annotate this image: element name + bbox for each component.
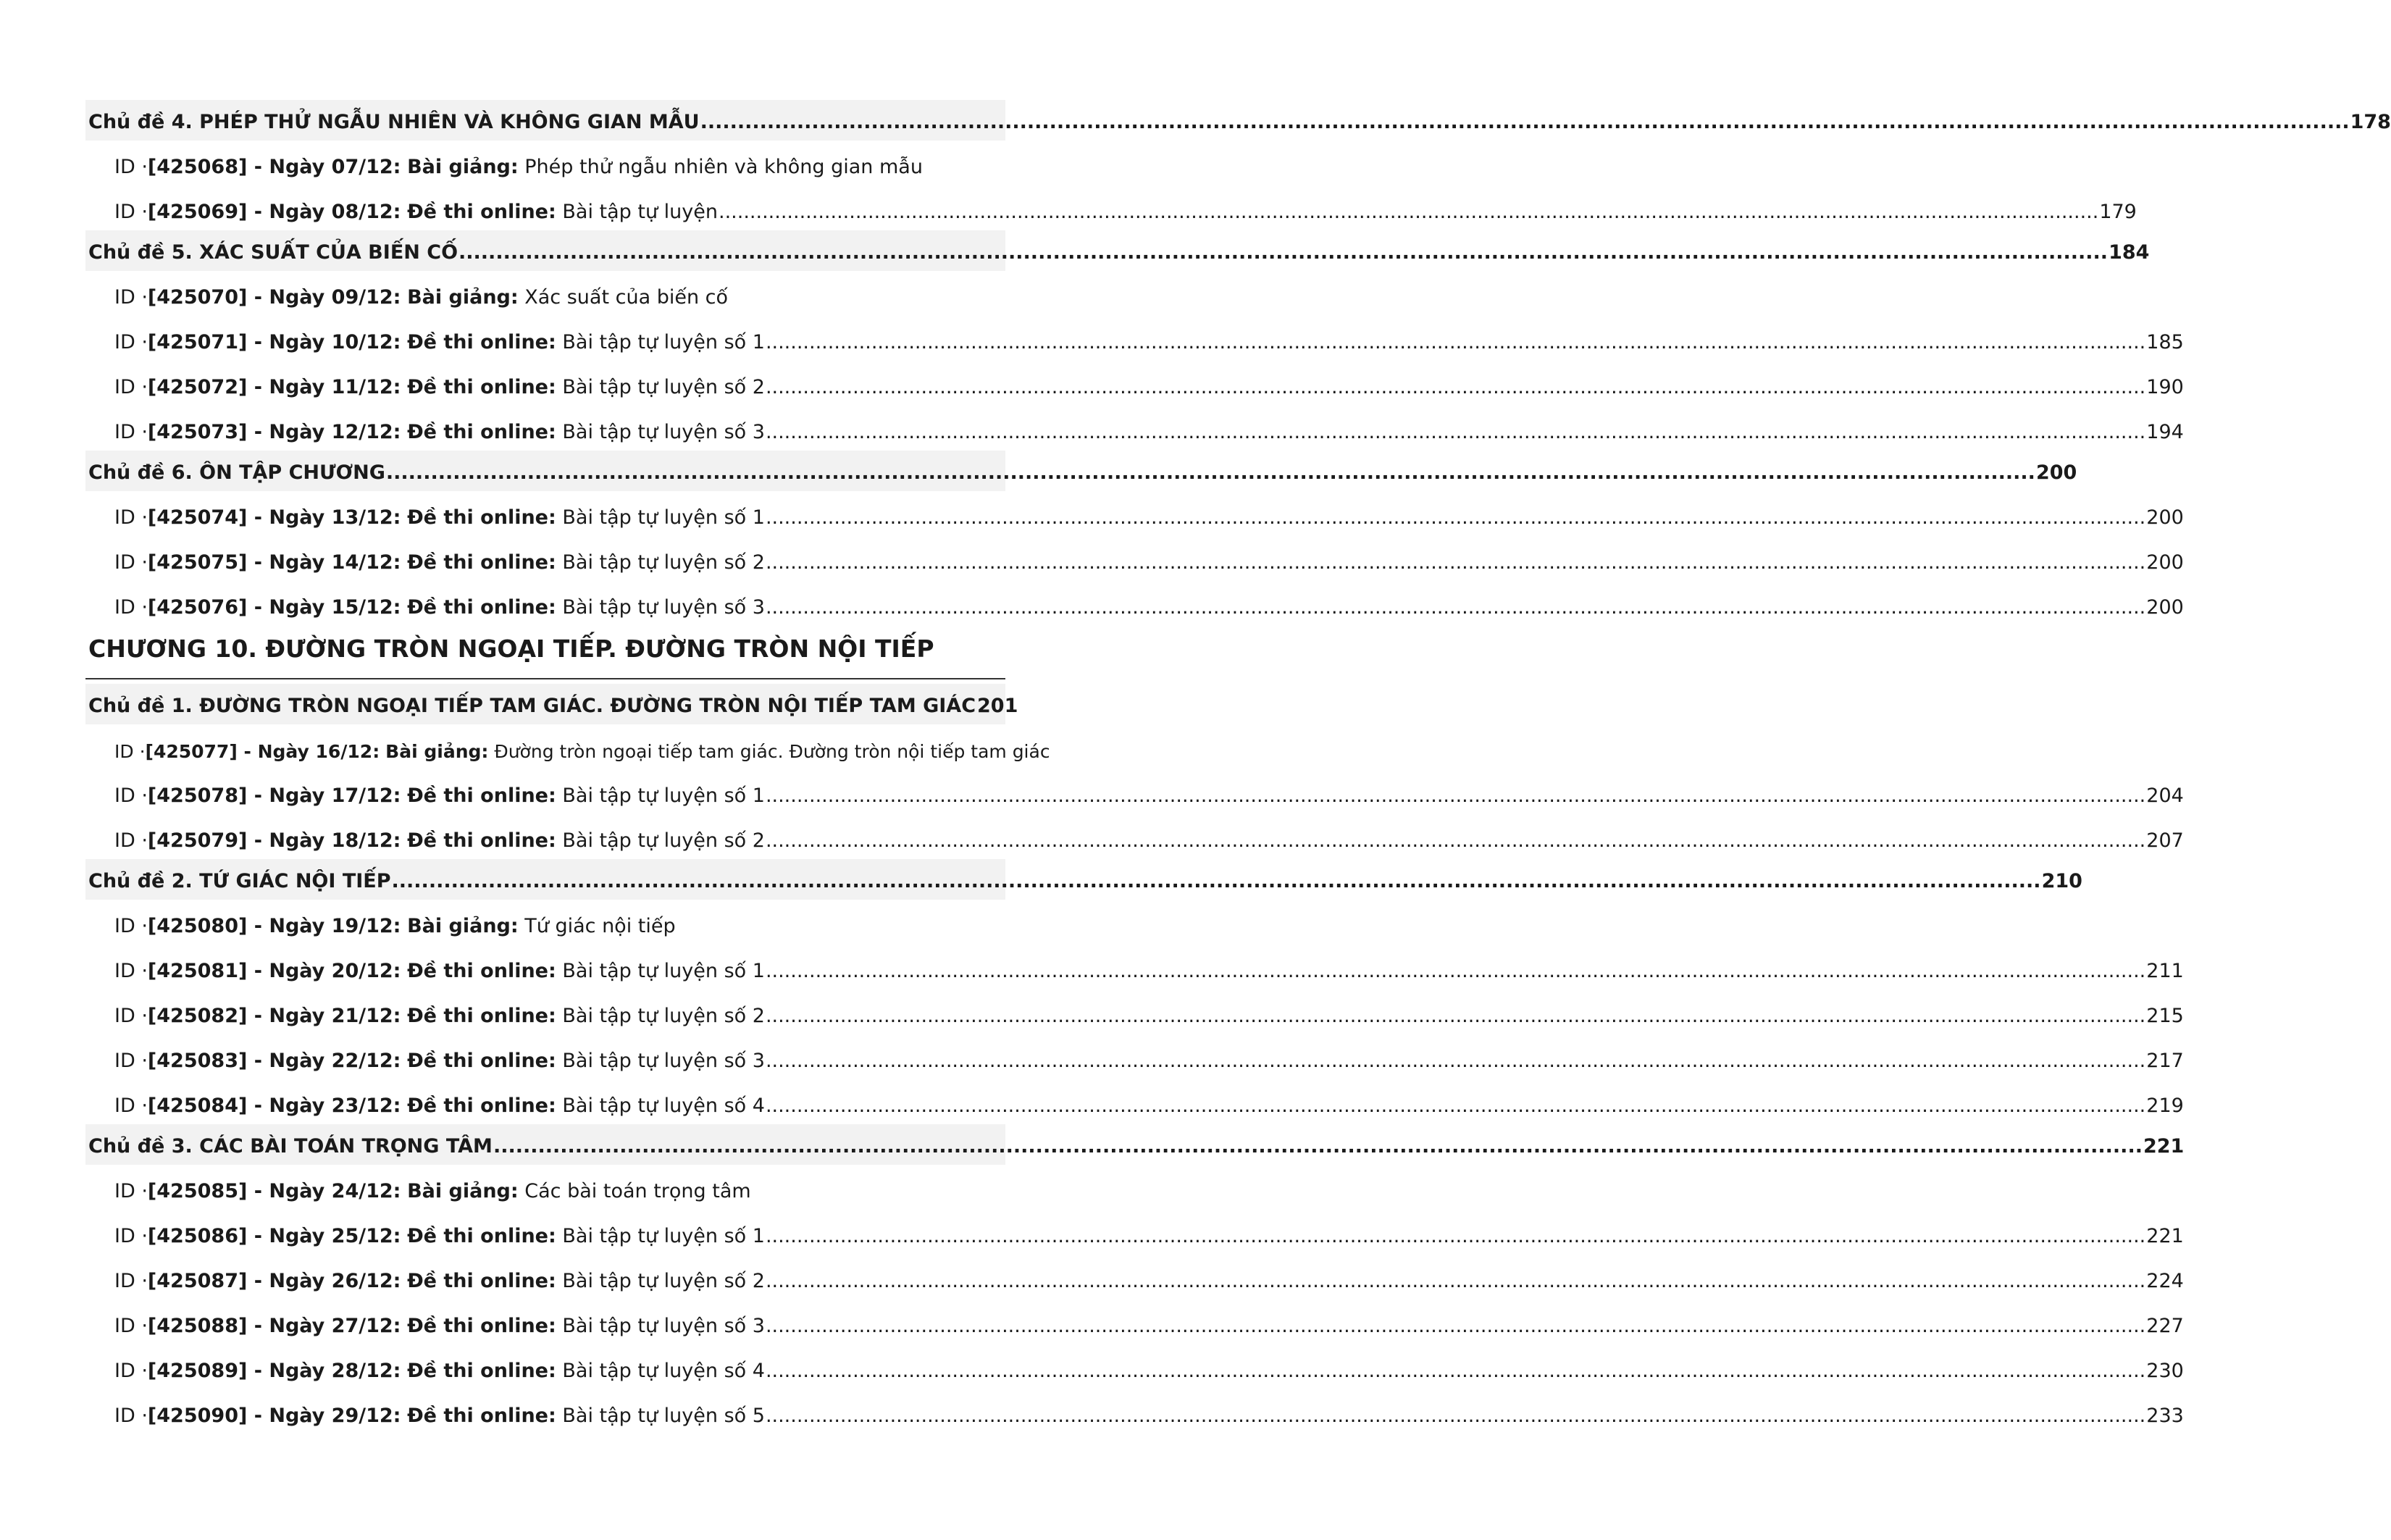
id-prefix: ID · [114,331,148,353]
toc-lesson-row[interactable] [85,724,1050,769]
topic-title: Chủ đề 1. ĐƯỜNG TRÒN NGOẠI TIẾP TAM GIÁC. ĐƯỜNG TRÒN NỘI TIẾP TAM GIÁC [88,695,976,717]
id-prefix: ID · [114,915,148,937]
space [401,916,407,936]
toc-lesson-row[interactable] [85,581,2184,626]
lesson-kind: Đề thi online: [407,829,556,852]
page-number: 204 [2146,784,2184,807]
lesson-kind: Đề thi online: [407,1225,556,1247]
lesson-title: Phép thử ngẫu nhiên và không gian mẫu [524,156,923,178]
toc-lesson-row[interactable] [85,814,2184,859]
lesson-title: Bài tập tự luyện số 1 [562,784,765,807]
space [556,202,563,222]
page-number: 207 [2146,829,2184,852]
space [401,1271,407,1291]
toc-topic-row[interactable] [85,230,2150,271]
lesson-date: Ngày 16/12: [257,741,380,762]
id-prefix: ID · [114,1225,148,1247]
lesson-id: [425086] [147,1225,248,1247]
space [401,598,407,617]
id-prefix: ID · [114,286,148,309]
space [401,553,407,572]
separator: - [247,1315,269,1337]
toc-lesson-row[interactable] [85,1344,2184,1389]
lesson-title: Bài tập tự luyện số 2 [562,376,765,398]
dot-leader [458,243,2108,262]
separator: - [247,1005,269,1027]
page-number: 215 [2146,1005,2184,1027]
separator: - [247,1405,269,1427]
space [401,1051,407,1071]
space [556,508,563,527]
lesson-kind: Đề thi online: [407,1005,556,1027]
lesson-title: Bài tập tự luyện số 3 [562,596,765,619]
lesson-title: Đường tròn ngoại tiếp tam giác. Đường tròn nội tiếp tam giác [494,741,1050,762]
toc-lesson-row[interactable] [85,989,2184,1034]
page-number: 200 [2146,596,2184,619]
page-number: 227 [2146,1315,2184,1337]
lesson-id: [425089] [147,1360,248,1382]
space [556,1271,563,1291]
lesson-date: Ngày 07/12: [269,156,401,178]
lesson-date: Ngày 13/12: [269,506,401,529]
separator: - [247,829,269,852]
lesson-date: Ngày 27/12: [269,1315,401,1337]
lesson-id: [425081] [147,960,248,982]
toc-lesson-row[interactable] [85,406,2184,451]
dot-leader [766,831,2145,850]
space [401,831,407,850]
space [519,288,525,307]
lesson-kind: Bài giảng: [407,286,519,309]
space [556,1361,563,1381]
separator: - [247,421,269,443]
lesson-date: Ngày 29/12: [269,1405,401,1427]
lesson-kind: Bài giảng: [407,156,519,178]
toc-lesson-row[interactable] [85,491,2184,536]
lesson-title: Các bài toán trọng tâm [524,1180,751,1202]
toc-lesson-row[interactable] [85,900,1005,945]
id-prefix: ID · [114,596,148,619]
dot-leader [766,1006,2145,1026]
lesson-title: Bài tập tự luyện số 2 [562,1270,765,1292]
dot-leader [766,1271,2145,1291]
lesson-id: [425069] [147,201,248,223]
dot-leader [766,1226,2145,1246]
lesson-title: Bài tập tự luyện số 3 [562,1315,765,1337]
lesson-kind: Đề thi online: [407,1405,556,1427]
lesson-id: [425083] [147,1050,248,1072]
dot-leader [766,1051,2145,1071]
lesson-id: [425072] [147,376,248,398]
lesson-kind: Bài giảng: [407,915,519,937]
lesson-date: Ngày 10/12: [269,331,401,353]
lesson-title: Bài tập tự luyện số 2 [562,829,765,852]
separator: - [247,201,269,223]
dot-leader [719,202,2098,222]
id-prefix: ID · [114,376,148,398]
separator: - [247,784,269,807]
page-number: 230 [2146,1360,2184,1382]
id-prefix: ID · [114,1270,148,1292]
toc-lesson-row[interactable] [85,1034,2184,1079]
lesson-date: Ngày 14/12: [269,551,401,574]
id-prefix: ID · [114,156,148,178]
dot-leader [766,1361,2145,1381]
lesson-kind: Đề thi online: [407,506,556,529]
id-prefix: ID · [114,960,148,982]
toc-lesson-row[interactable] [85,141,1005,185]
space [519,916,525,936]
page-number: 221 [2143,1135,2185,1158]
space [556,1226,563,1246]
lesson-date: Ngày 09/12: [269,286,401,309]
separator: - [247,331,269,353]
toc-topic-row[interactable] [85,100,2391,141]
lesson-kind: Đề thi online: [407,1095,556,1117]
separator: - [247,596,269,619]
separator: - [247,1180,269,1202]
lesson-date: Ngày 11/12: [269,376,401,398]
space [556,1406,563,1426]
lesson-date: Ngày 19/12: [269,915,401,937]
id-prefix: ID · [114,1315,148,1337]
separator: - [247,1225,269,1247]
separator: - [247,156,269,178]
separator: - [247,286,269,309]
lesson-title: Xác suất của biến cố [524,286,729,309]
space [519,1181,525,1201]
lesson-title: Tứ giác nội tiếp [524,915,676,937]
lesson-kind: Đề thi online: [407,201,556,223]
lesson-date: Ngày 18/12: [269,829,401,852]
lesson-date: Ngày 15/12: [269,596,401,619]
lesson-id: [425071] [147,331,248,353]
page-number: 221 [2146,1225,2184,1247]
lesson-id: [425068] [147,156,248,178]
topic-title: Chủ đề 3. CÁC BÀI TOÁN TRỌNG TÂM [88,1135,493,1158]
topic-title: Chủ đề 5. XÁC SUẤT CỦA BIẾN CỐ [88,241,458,264]
space [556,422,563,442]
id-prefix: ID · [114,1405,148,1427]
lesson-kind: Đề thi online: [407,596,556,619]
lesson-id: [425080] [147,915,248,937]
separator: - [237,741,258,762]
lesson-date: Ngày 17/12: [269,784,401,807]
toc-topic-row[interactable] [85,684,1018,724]
id-prefix: ID · [114,506,148,529]
id-prefix: ID · [114,1095,148,1117]
dot-leader [386,463,2035,482]
lesson-date: Ngày 24/12: [269,1180,401,1202]
space [556,377,563,397]
space [556,786,563,805]
space [556,1316,563,1336]
space [556,831,563,850]
id-prefix: ID · [114,1360,148,1382]
toc-lesson-row[interactable] [85,1165,1005,1210]
separator: - [247,551,269,574]
space [556,1051,563,1071]
lesson-id: [425070] [147,286,248,309]
toc-topic-row[interactable] [85,1124,2185,1165]
lesson-title: Bài tập tự luyện số 2 [562,551,765,574]
toc-lesson-row[interactable] [85,1389,2184,1434]
lesson-date: Ngày 21/12: [269,1005,401,1027]
space [556,1096,563,1116]
lesson-id: [425073] [147,421,248,443]
page-number: 217 [2146,1050,2184,1072]
dot-leader [766,377,2145,397]
dot-leader [766,1096,2145,1116]
dot-leader [493,1137,2143,1156]
id-prefix: ID · [114,1050,148,1072]
lesson-id: [425082] [147,1005,248,1027]
space [401,1316,407,1336]
space [401,1096,407,1116]
space [556,598,563,617]
lesson-kind: Bài giảng: [407,1180,519,1202]
id-prefix: ID · [114,829,148,852]
lesson-id: [425085] [147,1180,248,1202]
space [556,553,563,572]
page-number: 200 [2035,461,2077,484]
toc-lesson-row[interactable] [85,1210,2184,1255]
lesson-kind: Đề thi online: [407,960,556,982]
lesson-id: [425088] [147,1315,248,1337]
dot-leader [766,1316,2145,1336]
id-prefix: ID · [114,1180,148,1202]
toc-lesson-row[interactable] [85,1300,2184,1344]
space [401,786,407,805]
space [380,742,385,761]
space [401,202,407,222]
lesson-title: Bài tập tự luyện [562,201,718,223]
page-number: 200 [2146,506,2184,529]
page-number: 210 [2041,870,2082,892]
chapter-heading [85,626,1005,679]
page-number: 233 [2146,1405,2184,1427]
page-number: 224 [2146,1270,2184,1292]
lesson-id: [425090] [147,1405,248,1427]
space [556,1006,563,1026]
id-prefix: ID · [114,741,146,762]
lesson-kind: Đề thi online: [407,784,556,807]
lesson-kind: Đề thi online: [407,331,556,353]
topic-title: Chủ đề 4. PHÉP THỬ NGẪU NHIÊN VÀ KHÔNG GIAN MẪU [88,111,700,133]
lesson-title: Bài tập tự luyện số 1 [562,1225,765,1247]
space [401,1006,407,1026]
lesson-id: [425084] [147,1095,248,1117]
page-number: 184 [2109,241,2150,264]
toc-lesson-row[interactable] [85,361,2184,406]
toc-lesson-row[interactable] [85,769,2184,814]
separator: - [247,506,269,529]
toc-lesson-row[interactable] [85,945,2184,989]
lesson-date: Ngày 22/12: [269,1050,401,1072]
separator: - [247,1050,269,1072]
dot-leader [766,553,2145,572]
id-prefix: ID · [114,551,148,574]
space [401,1406,407,1426]
separator: - [247,960,269,982]
lesson-kind: Bài giảng: [385,741,489,762]
space [488,742,494,761]
space [401,1226,407,1246]
toc-lesson-row[interactable] [85,1079,2184,1124]
lesson-title: Bài tập tự luyện số 1 [562,506,765,529]
dot-leader [392,871,2041,891]
lesson-kind: Đề thi online: [407,1050,556,1072]
dot-leader [766,1406,2145,1426]
separator: - [247,1360,269,1382]
dot-leader [766,332,2145,352]
toc-lesson-row[interactable] [85,185,2137,230]
id-prefix: ID · [114,421,148,443]
id-prefix: ID · [114,201,148,223]
lesson-date: Ngày 26/12: [269,1270,401,1292]
page-number: 185 [2146,331,2184,353]
space [401,1361,407,1381]
lesson-id: [425074] [147,506,248,529]
lesson-kind: Đề thi online: [407,1315,556,1337]
lesson-title: Bài tập tự luyện số 4 [562,1095,765,1117]
lesson-id: [425076] [147,596,248,619]
lesson-date: Ngày 08/12: [269,201,401,223]
page-number: 178 [2350,111,2391,133]
space [519,157,525,177]
toc-lesson-row[interactable] [85,271,1005,316]
topic-title: Chủ đề 2. TỨ GIÁC NỘI TIẾP [88,870,391,892]
page-number: 200 [2146,551,2184,574]
lesson-kind: Đề thi online: [407,551,556,574]
dot-leader [766,598,2145,617]
separator: - [247,915,269,937]
page-number: 179 [2099,201,2137,223]
dot-leader [766,422,2145,442]
space [401,288,407,307]
page-number: 201 [977,695,1018,717]
dot-leader [766,961,2145,981]
lesson-id: [425078] [147,784,248,807]
lesson-title: Bài tập tự luyện số 5 [562,1405,765,1427]
lesson-title: Bài tập tự luyện số 1 [562,331,765,353]
toc-topic-row[interactable] [85,451,2077,491]
lesson-id: [425087] [147,1270,248,1292]
id-prefix: ID · [114,1005,148,1027]
lesson-title: Bài tập tự luyện số 4 [562,1360,765,1382]
lesson-title: Bài tập tự luyện số 2 [562,1005,765,1027]
chapter-title: CHƯƠNG 10. ĐƯỜNG TRÒN NGOẠI TIẾP. ĐƯỜNG TRÒN NỘI TIẾP [88,634,934,663]
space [401,1181,407,1201]
id-prefix: ID · [114,784,148,807]
page-number: 211 [2146,960,2184,982]
lesson-date: Ngày 23/12: [269,1095,401,1117]
space [401,332,407,352]
dot-leader [700,112,2350,132]
separator: - [247,1095,269,1117]
toc-lesson-row[interactable] [85,316,2184,361]
page-number: 219 [2146,1095,2184,1117]
toc-topic-row[interactable] [85,859,2082,900]
topic-title: Chủ đề 6. ÔN TẬP CHƯƠNG [88,461,385,484]
lesson-kind: Đề thi online: [407,1270,556,1292]
lesson-date: Ngày 12/12: [269,421,401,443]
lesson-date: Ngày 20/12: [269,960,401,982]
lesson-kind: Đề thi online: [407,421,556,443]
lesson-title: Bài tập tự luyện số 3 [562,421,765,443]
space [556,332,563,352]
lesson-date: Ngày 28/12: [269,1360,401,1382]
toc-lesson-row[interactable] [85,536,2184,581]
dot-leader [766,508,2145,527]
space [401,157,407,177]
separator: - [247,376,269,398]
space [556,961,563,981]
dot-leader [766,786,2145,805]
toc-lesson-row[interactable] [85,1255,2184,1300]
page-number: 194 [2146,421,2184,443]
lesson-kind: Đề thi online: [407,1360,556,1382]
lesson-id: [425075] [147,551,248,574]
page-number: 190 [2146,376,2184,398]
lesson-title: Bài tập tự luyện số 1 [562,960,765,982]
lesson-id: [425079] [147,829,248,852]
lesson-id: [425077] [145,741,238,762]
lesson-title: Bài tập tự luyện số 3 [562,1050,765,1072]
lesson-kind: Đề thi online: [407,376,556,398]
lesson-date: Ngày 25/12: [269,1225,401,1247]
space [401,422,407,442]
separator: - [247,1270,269,1292]
table-of-contents [85,100,2391,1434]
space [401,508,407,527]
space [401,961,407,981]
space [401,377,407,397]
